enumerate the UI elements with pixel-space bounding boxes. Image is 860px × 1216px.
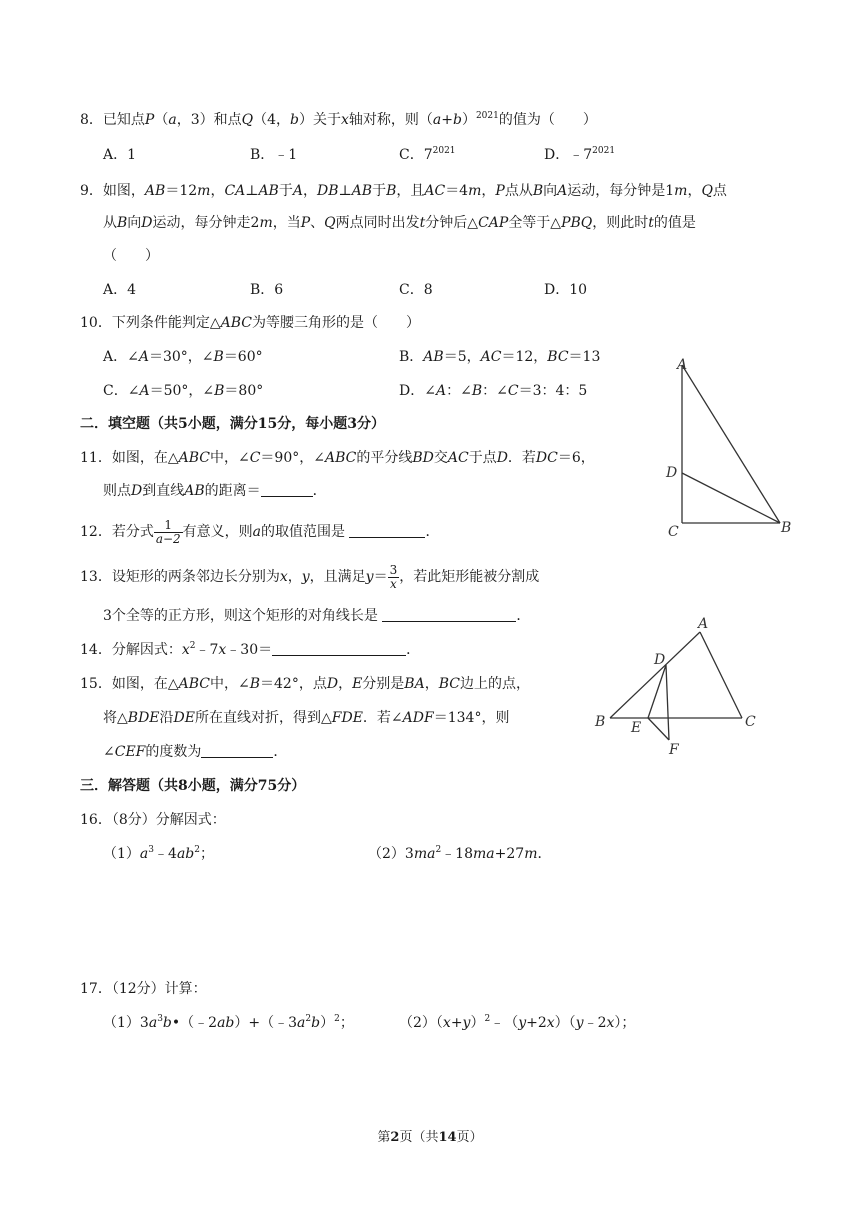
var: ab [176, 846, 195, 862]
var: CA [224, 183, 246, 199]
text: 页） [456, 1130, 483, 1145]
var: A [557, 183, 568, 199]
answer-brackets: （ ） [103, 248, 159, 264]
var: t [648, 215, 654, 231]
var: m [197, 183, 211, 199]
text: +2 [526, 1015, 547, 1031]
text: ＝50°，∠ [149, 383, 215, 399]
text: 15．如图，在△ [80, 676, 179, 692]
var: m [524, 846, 538, 862]
fraction [388, 564, 400, 591]
text: ＝5， [443, 349, 481, 365]
text: 的取值范围是 [261, 524, 346, 540]
text: 的值是 [653, 215, 696, 231]
text: 于点 [468, 450, 497, 466]
text: 10．下列条件能判定△ [80, 315, 221, 331]
var: a [252, 524, 262, 540]
fraction-denominator: a−2 [155, 531, 181, 546]
exponent: 3 [157, 1014, 163, 1024]
text: 9．如图， [80, 183, 145, 199]
label-a: A [677, 357, 688, 373]
exponent: 2 [189, 641, 196, 651]
text: 向 [127, 215, 142, 231]
var: ab [217, 1015, 235, 1031]
var: C [249, 450, 261, 466]
text: 13．设矩形的两条邻边长分别为 [80, 569, 280, 585]
var: y [575, 1015, 584, 1031]
text: 中，∠ [209, 676, 250, 692]
label-d: D [666, 465, 678, 481]
var: A [435, 383, 447, 399]
text: （2）（ [399, 1015, 443, 1031]
text: ； [199, 846, 214, 862]
text: ， [338, 676, 353, 692]
var: PBQ [561, 215, 593, 231]
var: P [300, 215, 311, 231]
q10-option-b [399, 347, 600, 367]
text: 点 [712, 183, 727, 199]
var: b [311, 1015, 321, 1031]
section-heading-fill-in [80, 414, 385, 434]
exponent: 2 [484, 1014, 491, 1024]
var: y [301, 569, 310, 585]
text: ； [339, 1015, 354, 1031]
q9-option-b [250, 280, 283, 300]
q10-option-c [103, 381, 263, 401]
text: 中，∠ [209, 450, 250, 466]
text: ＝80° [224, 383, 264, 399]
text: 的度数为 [145, 744, 202, 760]
text: 于 [278, 183, 293, 199]
var: m [259, 215, 273, 231]
segment-ab [682, 365, 780, 523]
var: y [518, 1015, 527, 1031]
exponent: 2 [305, 1014, 312, 1024]
var: D [141, 215, 153, 231]
text: ） [320, 1015, 335, 1031]
q11-line1 [80, 448, 595, 468]
label-c: C [668, 524, 679, 540]
var: a [148, 1015, 158, 1031]
exponent: 2021 [475, 111, 499, 121]
var: B [386, 183, 397, 199]
var: B [117, 215, 128, 231]
q10-stem [80, 313, 420, 333]
var-a: a [168, 112, 177, 128]
text: ） [470, 1015, 485, 1031]
q11-line2 [103, 481, 327, 501]
text: ， [287, 569, 302, 585]
text: （1）3 [103, 1015, 149, 1031]
var: x [279, 569, 288, 585]
text: ＝6， [557, 450, 595, 466]
text: •（﹣2 [171, 1015, 218, 1031]
label-b: B [781, 520, 792, 536]
q16-stem [80, 810, 226, 830]
text: D．∠ [399, 383, 436, 399]
text: ＝4 [445, 183, 469, 199]
answer-blank[interactable] [382, 607, 516, 622]
var: x+y [442, 1015, 471, 1031]
text: 到直线 [142, 483, 185, 499]
text: （4， [253, 112, 291, 128]
q9-line3 [103, 246, 159, 266]
fraction-numerator: 1 [154, 519, 183, 533]
text: 17．（12分）计算： [80, 981, 207, 997]
page-number: 2 [390, 1130, 400, 1145]
text: 的距离＝ [204, 483, 261, 499]
figure-q11-triangle [650, 355, 800, 545]
text: ：∠ [482, 383, 508, 399]
var: x [181, 642, 190, 658]
var: D [131, 483, 143, 499]
option-label: C．7 [399, 147, 433, 163]
text: 向 [543, 183, 558, 199]
text: 三．解答题（共8小题，满分75分） [80, 778, 306, 794]
var: ma [473, 846, 495, 862]
var: AC [447, 450, 469, 466]
segment-db [682, 473, 780, 523]
var: ABC [178, 676, 210, 692]
text: ，且满足 [309, 569, 366, 585]
text: +27 [494, 846, 525, 862]
var: D [326, 676, 339, 692]
expr-a-plus-b: a+b [432, 112, 462, 128]
var: AB [144, 183, 166, 199]
text: ．若∠ [362, 710, 403, 726]
var: A [138, 349, 149, 365]
text: 轴对称，则（ [348, 112, 433, 128]
text: 边上的点， [459, 676, 530, 692]
text: ． [425, 524, 440, 540]
var: x [546, 1015, 555, 1031]
text: 12．若分式 [80, 524, 154, 540]
q10-option-a [103, 347, 263, 367]
text: 3个全等的正方形，则这个矩形的对角线长是 [103, 608, 378, 624]
var: Q [324, 215, 336, 231]
text: ， [687, 183, 702, 199]
q14-stem [80, 640, 420, 660]
text: ， [424, 676, 439, 692]
answer-blank[interactable] [261, 482, 313, 497]
answer-blank[interactable] [201, 743, 273, 758]
exponent: 3 [148, 845, 155, 855]
q9-line2 [103, 213, 696, 233]
q8-stem [80, 110, 597, 130]
var: ABC [178, 450, 210, 466]
label-e: E [631, 720, 642, 736]
text: ． [516, 608, 531, 624]
text: （2）3 [368, 846, 414, 862]
q17-part2 [399, 1013, 635, 1033]
text: ＝12 [165, 183, 198, 199]
text: ＝13 [568, 349, 601, 365]
var: ADF [402, 710, 434, 726]
q16-part2 [368, 844, 551, 864]
text: ﹣30＝ [226, 642, 273, 658]
text: ⊥ [245, 183, 259, 199]
text: ）； [614, 1015, 636, 1031]
var: A [292, 183, 303, 199]
q8-option-b [250, 145, 297, 165]
text: 沿 [159, 710, 174, 726]
text: ， [302, 183, 317, 199]
text: 运动，每分钟走2 [152, 215, 260, 231]
text: 点从 [504, 183, 533, 199]
q15-line2 [103, 708, 509, 728]
text: ﹣18 [441, 846, 474, 862]
text: B． [399, 349, 424, 365]
q15-line3 [103, 742, 287, 762]
text: ，3）和点 [176, 112, 242, 128]
text: C．∠ [103, 383, 140, 399]
text: 两点同时出发 [335, 215, 420, 231]
text: 16．（8分）分解因式： [80, 812, 226, 828]
text: 、 [310, 215, 325, 231]
text: ∠ [103, 744, 115, 760]
q8-option-c [399, 145, 456, 165]
q12-stem [80, 515, 439, 549]
q8-option-d [544, 145, 615, 165]
text: 有意义，则 [182, 524, 253, 540]
var: BD [412, 450, 434, 466]
text: ，若此矩形能被分割成 [399, 569, 540, 585]
var: Q [701, 183, 713, 199]
var: C [507, 383, 519, 399]
segment-ba [610, 632, 700, 718]
text: ＝12， [501, 349, 548, 365]
var: ABC [220, 315, 252, 331]
var: BA [404, 676, 425, 692]
answer-blank[interactable] [272, 641, 406, 656]
var: B [213, 349, 224, 365]
text: ．若 [507, 450, 536, 466]
var: B [249, 676, 260, 692]
option-label: D．﹣7 [544, 147, 593, 163]
var: BC [547, 349, 569, 365]
text: 于 [372, 183, 387, 199]
text: ， [481, 183, 496, 199]
var: ABC [324, 450, 357, 466]
q8-option-a [103, 145, 136, 165]
text: 所在直线对折，得到△ [194, 710, 332, 726]
option-label: D．10 [544, 282, 588, 298]
text: ． [273, 744, 288, 760]
var: CAP [478, 215, 509, 231]
text: 全等于△ [508, 215, 562, 231]
label-a: A [698, 616, 709, 632]
text: （ [154, 112, 169, 128]
fraction-denominator: x [390, 576, 397, 591]
q9-option-c [399, 280, 433, 300]
exponent: 2021 [432, 146, 456, 156]
q15-line1 [80, 674, 530, 694]
q9-option-a [103, 280, 136, 300]
option-label: B．﹣1 [250, 147, 298, 163]
segment-ef [648, 718, 669, 740]
fraction [154, 519, 183, 546]
text: ）（ [554, 1015, 576, 1031]
var: DE [173, 710, 195, 726]
var: D [496, 450, 508, 466]
var: B [471, 383, 483, 399]
text: ． [537, 846, 552, 862]
page-total: 14 [438, 1130, 457, 1145]
text: ． [312, 483, 327, 499]
var: CEF [114, 744, 146, 760]
var: x [218, 642, 227, 658]
q9-option-d [544, 280, 587, 300]
text: ， [210, 183, 225, 199]
var: BC [438, 676, 460, 692]
text: 页（共 [399, 1130, 439, 1145]
text: ，则此时 [592, 215, 649, 231]
var: AB [423, 349, 444, 365]
figure-q15-triangle [590, 610, 765, 760]
exponent: 2 [435, 845, 442, 855]
page-footer [0, 1128, 860, 1148]
var: x [606, 1015, 615, 1031]
var: DB [316, 183, 339, 199]
exponent: 2 [334, 1014, 340, 1024]
var: a [297, 1015, 306, 1031]
text: ，且 [396, 183, 425, 199]
var: B [532, 183, 544, 199]
label-f: F [669, 742, 679, 758]
text: A．∠ [103, 349, 139, 365]
var: FDE [331, 710, 363, 726]
text: ＝60° [223, 349, 263, 365]
text: 从 [103, 215, 117, 231]
exponent: 2 [194, 845, 200, 855]
label-c: C [745, 714, 756, 730]
option-label: B．6 [250, 282, 284, 298]
label-b: B [595, 714, 606, 730]
option-label: A．4 [103, 282, 137, 298]
q13-line1 [80, 560, 539, 594]
answer-blank[interactable] [349, 523, 425, 538]
text: ＝90°，∠ [260, 450, 325, 466]
text: ﹣4 [154, 846, 177, 862]
text: （1） [103, 846, 140, 862]
var: m [674, 183, 688, 199]
text: ﹣7 [195, 642, 219, 658]
var-p: P [144, 112, 155, 128]
q16-part1 [103, 844, 214, 864]
var: P [495, 183, 505, 199]
text: 为等腰三角形的是（ ） [251, 315, 420, 331]
var: AB [258, 183, 279, 199]
q9-line1 [80, 181, 727, 201]
q10-option-d [399, 381, 587, 401]
var: A [139, 383, 150, 399]
text: ＝134°，则 [433, 710, 510, 726]
var: B [214, 383, 225, 399]
text: ＝42°，点 [260, 676, 327, 692]
label-d: D [654, 652, 666, 668]
var-x: x [341, 112, 349, 128]
exponent: 2021 [592, 146, 616, 156]
text: ：∠ [446, 383, 472, 399]
text: 分钟后△ [425, 215, 479, 231]
var: AB [184, 483, 205, 499]
var: DC [535, 450, 558, 466]
text: ）+（﹣3 [234, 1015, 298, 1031]
text: 的值为（ ） [498, 112, 597, 128]
q13-line2 [103, 606, 530, 626]
text: 8．已知点 [80, 112, 145, 128]
var: E [352, 676, 363, 692]
text: ﹣（ [490, 1015, 519, 1031]
segment-ac [700, 632, 742, 718]
var-q: Q [241, 112, 254, 128]
text: 11．如图，在△ [80, 450, 179, 466]
text: 的平分线 [356, 450, 413, 466]
var: m [468, 183, 482, 199]
text: ＝ [373, 569, 388, 585]
text: ＝3：4：5 [518, 383, 588, 399]
var: y [365, 569, 374, 585]
text: ） [461, 112, 476, 128]
var: AC [424, 183, 446, 199]
q17-part1 [103, 1013, 354, 1033]
text: ＝30°，∠ [148, 349, 214, 365]
text: ⊥ [338, 183, 352, 199]
text: ． [406, 642, 421, 658]
var: AB [351, 183, 373, 199]
option-label: A．1 [103, 147, 137, 163]
text: 运动，每分钟是1 [567, 183, 675, 199]
var: a [139, 846, 149, 862]
text: 第 [377, 1130, 391, 1145]
q17-stem [80, 979, 207, 999]
text: 分别是 [362, 676, 405, 692]
text: 交 [433, 450, 448, 466]
text: 则点 [103, 483, 131, 499]
var-b: b [290, 112, 299, 128]
var: ma [413, 846, 436, 862]
text: ﹣2 [583, 1015, 607, 1031]
var: t [419, 215, 426, 231]
text: ，当 [272, 215, 301, 231]
var: AC [480, 349, 502, 365]
text: 14．分解因式： [80, 642, 182, 658]
text: ）关于 [299, 112, 341, 128]
segment-df [666, 665, 669, 740]
section-heading-solutions [80, 776, 305, 796]
var: b [162, 1015, 172, 1031]
option-label: C．8 [399, 282, 433, 298]
var: BDE [127, 710, 160, 726]
fraction-numerator: 3 [389, 562, 398, 577]
text: 二．填空题（共5小题，满分15分，每小题3分） [80, 416, 385, 432]
text: 将△ [103, 710, 128, 726]
